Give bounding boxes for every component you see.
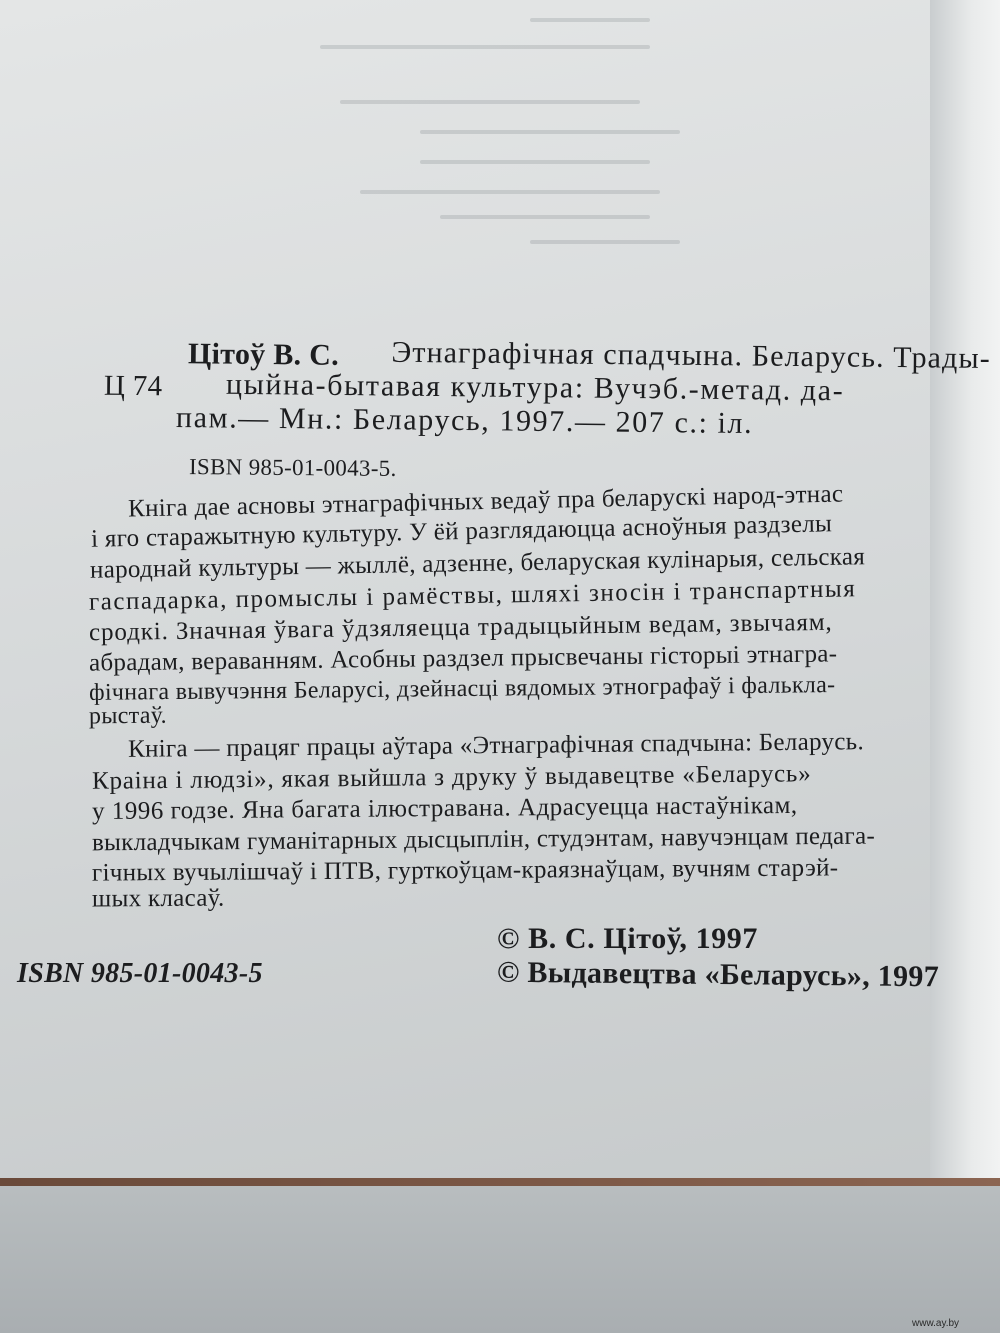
copyright-author: © В. С. Цітоў, 1997 <box>497 922 758 955</box>
abstract-line-9: Кніга — працяг працы аўтара «Этнаграфічная спадчына: Беларусь. <box>127 728 865 763</box>
index-code: Ц 74 <box>103 369 163 403</box>
watermark: www.ay.by <box>912 1318 960 1329</box>
bib-line-2: цыйна-бытавая культура: Вучэб.-метад. да- <box>225 367 845 408</box>
abstract-line-5: сродкі. Значная ўвага ўдзяляецца традыцыйным ведам, звычаям, <box>88 608 833 647</box>
copyright-publisher: © Выдавецтва «Беларусь», 1997 <box>496 955 940 994</box>
isbn-short: ISBN 985-01-0043-5. <box>188 454 397 481</box>
abstract-line-1: Кніга дае асновы этнаграфічных ведаў пра беларускі народ-этнас <box>127 480 844 523</box>
abstract-line-2: і яго старажытную культуру. У ёй разглядаюцца асноўныя раздзелы <box>90 510 833 553</box>
abstract-line-12: выкладчыкам гуманітарных дысцыплін, студэнтам, навучэнцам педага- <box>91 822 876 857</box>
abstract-line-8: рыстаў. <box>88 702 168 730</box>
abstract-line-10: Краіна і людзі», якая выйшла з друку ў выдавецтве «Беларусь» <box>91 760 812 795</box>
abstract-line-14: шых класаў. <box>91 884 225 913</box>
abstract-line-11: у 1996 годзе. Яна багата ілюстравана. Адрасуецца настаўнікам, <box>91 791 798 826</box>
bib-line-3: пам.— Мн.: Беларусь, 1997.— 207 с.: іл. <box>175 400 754 441</box>
bib-line-1-text: Этнаграфічная спадчына. Беларусь. Трады- <box>391 335 991 375</box>
author-heading: Цітоў В. С. <box>187 337 340 372</box>
abstract-line-7: фічнага вывучэння Беларусі, дзейнасці вядомых этнографаў і фалькла- <box>88 672 836 706</box>
abstract-line-3: народнай культуры — жыллё, адзенне, беларуская кулінарыя, сельская <box>89 543 866 584</box>
isbn-footer: ISBN 985-01-0043-5 <box>17 958 263 989</box>
abstract-line-13: гічных вучылішчаў і ПТВ, гурткоўцам-краязнаўцам, вучням старэй- <box>91 854 839 887</box>
abstract-line-4: гаспадарка, промыслы і рамёствы, шляхі зносін і транспартныя <box>88 575 857 616</box>
abstract-line-6: абрадам, вераванням. Асобны раздзел прысвечаны гісторыі этнагра- <box>88 640 838 677</box>
